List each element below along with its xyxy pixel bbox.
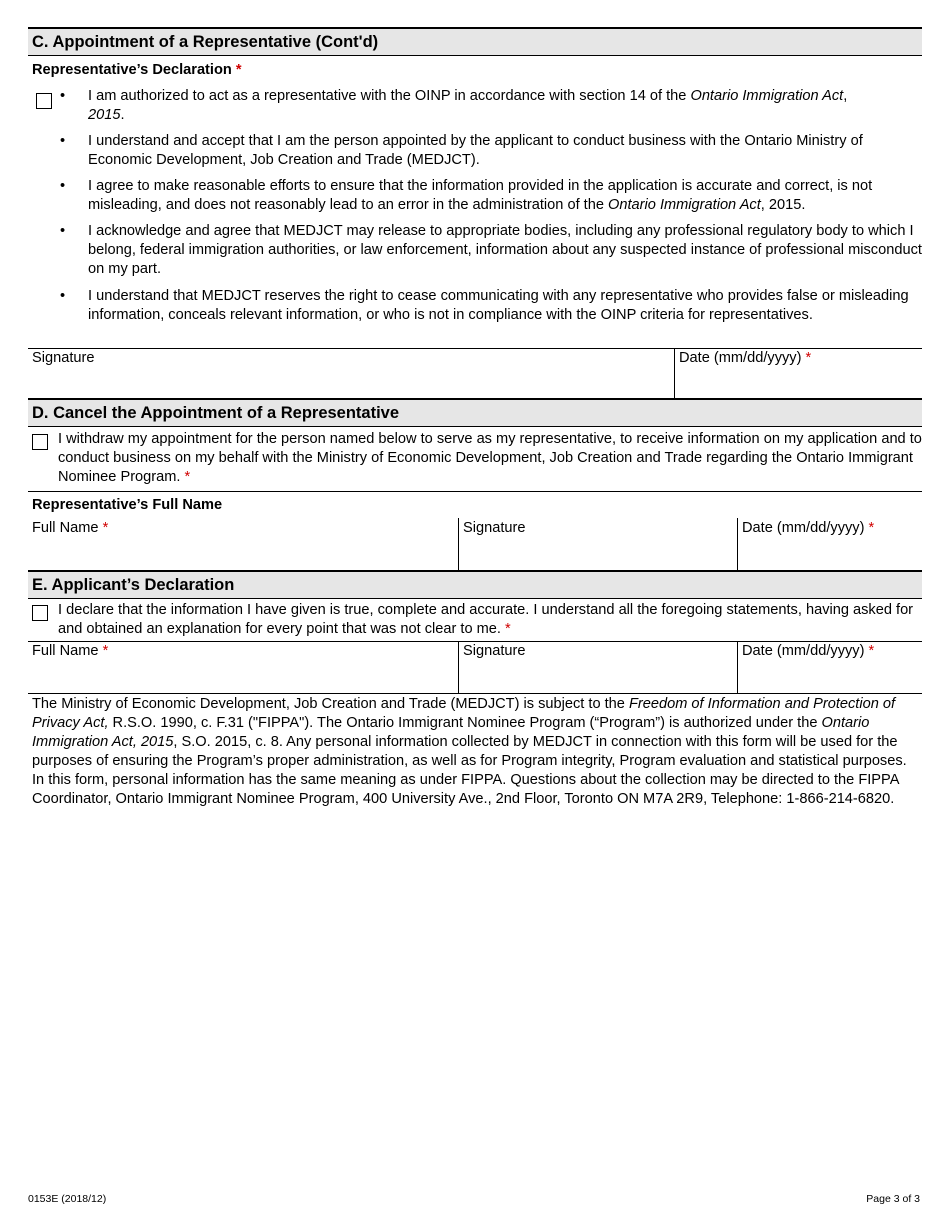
declaration-bullet-1: I am authorized to act as a representative with the OINP in accordance with section 14 of the Ontario Immigration Act, 2015. [88,88,848,123]
bullet: • [60,133,66,149]
section-d-heading: D. Cancel the Appointment of a Representative [28,400,922,426]
date-label: Date (mm/dd/yyyy) * [679,350,812,366]
section-c-heading-rule [28,55,922,56]
applicant-row-bottom-rule [28,693,922,694]
section-e-heading: E. Applicant’s Declaration [28,572,922,598]
signature-label: Signature [32,350,95,366]
declaration-bullet-4: I acknowledge and agree that MEDJCT may release to appropriate bodies, including any professional regulatory body to which I belong, federal immigration authorities, or law enforcement, information about any suspected instance of professional misconduct on my part. [88,223,922,277]
applicant-full-name-field[interactable] [28,641,458,693]
section-e-heading-rule [28,598,922,599]
form-code: 0153E (2018/12) [28,1193,107,1205]
withdraw-appointment-checkbox[interactable] [32,434,48,450]
privacy-notice: The Ministry of Economic Development, Job Creation and Trade (MEDJCT) is subject to the Freedom of Information and Protection of Privacy Act, R.S.O. 1990, c. F.31 ("FIPPA"). The Ontario Immigrant Nominee Program (“Program”) is authorized under the Ontario Immigration Act, 2015, S.O. 2015, c. 8. Any personal information collected by MEDJCT in connection with this form will be used for the purposes of ensuring the Program’s proper administration, as well as for Program integrity, Program evaluation and statistical purposes. In this form, personal information has the same meaning as under FIPPA. Questions about the collection may be directed to the FIPPA Coordinator, Ontario Immigrant Nominee Program, 400 University Ave., 2nd Floor, Toronto ON M7A 2R9, Telephone: 1-866-214-6820. [32,696,907,807]
bullet: • [60,178,66,194]
declaration-bullet-3: I agree to make reasonable efforts to ensure that the information provided in the application is accurate and correct, is not misleading, and does not reasonably lead to an error in the administration of the Ontario Immigration Act, 2015. [88,178,873,213]
declaration-bullet-5: I understand that MEDJCT reserves the right to cease communicating with any representative who provides false or misleading information, conceals relevant information, or who is not in compliance with the OINP criteria for representatives. [88,288,909,323]
bullet: • [60,223,66,239]
section-d-heading-rule [28,426,922,427]
withdraw-appointment-text: I withdraw my appointment for the person named below to serve as my representative, to receive information on my application and to conduct business on my behalf with the Ministry of Economic Development, Job Creation and Trade regarding the Ontario Immigrant Nominee Program. * [58,431,922,485]
applicant-declaration-text: I declare that the information I have given is true, complete and accurate. I understand all the foregoing statements, having asked for and obtained an explanation for every point that was not clear to me. * [58,602,914,637]
applicant-date-field[interactable] [738,641,922,693]
rep-date-field[interactable] [675,348,922,398]
rep-full-name-heading: Representative’s Full Name [32,497,223,513]
date-label: Date (mm/dd/yyyy) * [742,643,875,659]
required-mark: * [235,62,242,78]
full-name-label: Full Name * [32,643,109,659]
rep-signature-field[interactable] [28,348,674,398]
representative-declaration-checkbox[interactable] [36,93,52,109]
signature-label: Signature [463,520,526,536]
section-d-rule [28,491,922,492]
date-label: Date (mm/dd/yyyy) * [742,520,875,536]
cancel-full-name-field[interactable] [28,518,458,570]
signature-label: Signature [463,643,526,659]
declaration-bullet-2: I understand and accept that I am the person appointed by the applicant to conduct business with the Ontario Ministry of Economic Development, Job Creation and Trade (MEDJCT). [88,133,863,168]
page-number: Page 3 of 3 [866,1193,920,1205]
applicant-declaration-checkbox[interactable] [32,605,48,621]
full-name-label: Full Name * [32,520,109,536]
bullet: • [60,88,66,104]
cancel-signature-field[interactable] [459,518,737,570]
section-c-heading: C. Appointment of a Representative (Cont'd) [28,29,922,55]
bullet: • [60,288,66,304]
representative-declaration-heading: Representative’s Declaration * [32,62,242,78]
cancel-date-field[interactable] [738,518,922,570]
applicant-signature-field[interactable] [459,641,737,693]
